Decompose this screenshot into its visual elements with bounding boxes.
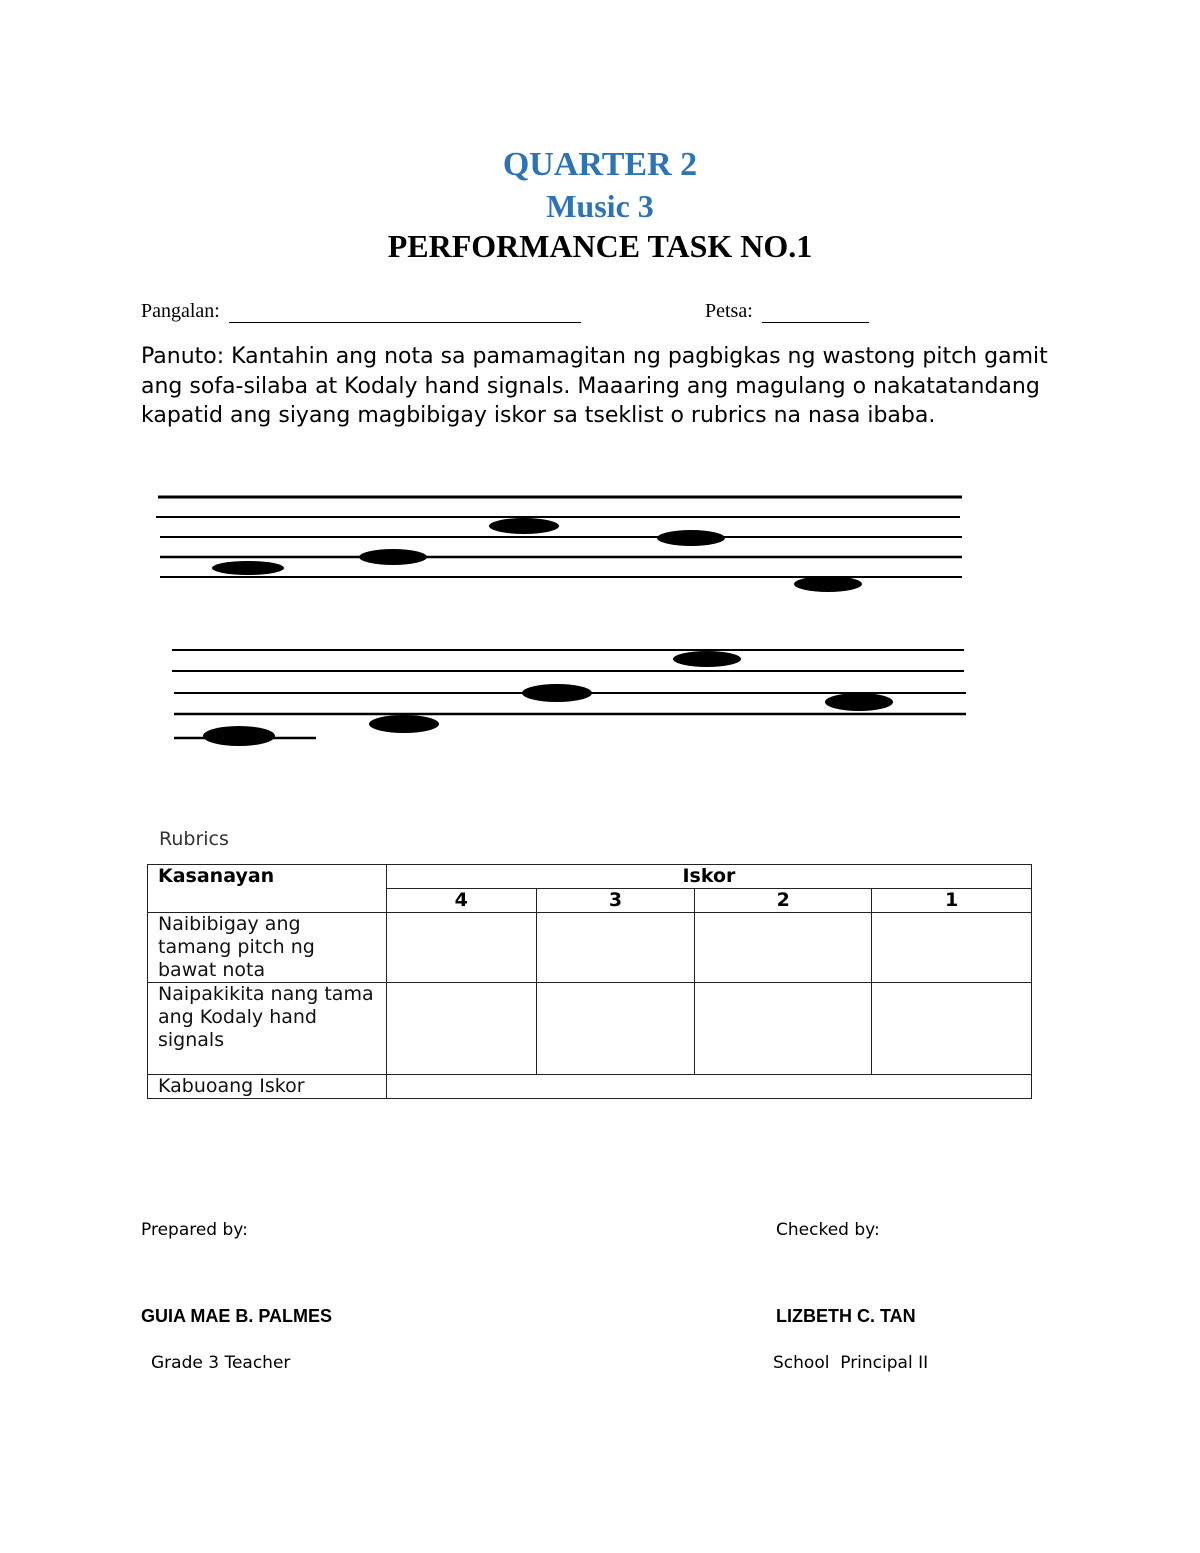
criterion-pitch: Naibibigay ang tamang pitch ng bawat nota (148, 913, 387, 983)
score-cell[interactable] (386, 983, 536, 1075)
note (369, 715, 439, 733)
rubric-table (147, 864, 1032, 1099)
staff-2-notes (203, 651, 893, 746)
score-cell[interactable] (536, 983, 695, 1075)
name-label: Pangalan: (141, 300, 220, 322)
instructions: Panuto: Kantahin ang nota sa pamamagitan ng pagbigkas ng wastong pitch gamit ang sofa-silaba at Kodaly hand signals. Maaaring ang magulang o nakatatandang kapatid ang siyang magbibigay iskor sa tseklist o rubrics na nasa ibaba. (141, 344, 1048, 428)
note (673, 651, 741, 667)
quarter-title: QUARTER 2 (502, 146, 698, 183)
score-1: 1 (872, 889, 1032, 913)
note (522, 684, 592, 702)
score-cell[interactable] (872, 913, 1032, 983)
subject-title: Music 3 (546, 188, 654, 224)
prepared-label: Prepared by: (141, 1220, 248, 1240)
rubrics-label: Rubrics (159, 828, 229, 850)
table-row (148, 913, 1032, 983)
prepared-name: GUIA MAE B. PALMES (141, 1306, 333, 1326)
note (489, 518, 559, 534)
table-row (148, 1075, 1032, 1099)
checked-name: LIZBETH C. TAN (776, 1306, 916, 1326)
total-cell[interactable] (386, 1075, 1031, 1099)
note (657, 530, 725, 546)
note (825, 693, 893, 711)
staff-1-notes (212, 518, 862, 592)
score-cell[interactable] (386, 913, 536, 983)
prepared-title: Grade 3 Teacher (151, 1353, 291, 1373)
criteria-header: Kasanayan (148, 865, 387, 913)
score-2: 2 (695, 889, 872, 913)
note (794, 576, 862, 592)
note (203, 726, 275, 746)
table-row (148, 983, 1032, 1075)
score-cell[interactable] (695, 983, 872, 1075)
score-3: 3 (536, 889, 695, 913)
checked-title: School Principal II (773, 1353, 929, 1373)
total-label: Kabuoang Iskor (148, 1075, 387, 1099)
note (212, 561, 284, 575)
note (359, 549, 427, 565)
criterion-hand-signals: Naipakikita nang tama ang Kodaly hand signals (148, 983, 387, 1075)
score-cell[interactable] (872, 983, 1032, 1075)
score-cell[interactable] (695, 913, 872, 983)
score-header: Iskor (386, 865, 1031, 889)
date-label: Petsa: (705, 300, 753, 322)
score-4: 4 (386, 889, 536, 913)
checked-label: Checked by: (776, 1220, 880, 1240)
task-title: PERFORMANCE TASK NO.1 (387, 228, 813, 264)
score-cell[interactable] (536, 913, 695, 983)
